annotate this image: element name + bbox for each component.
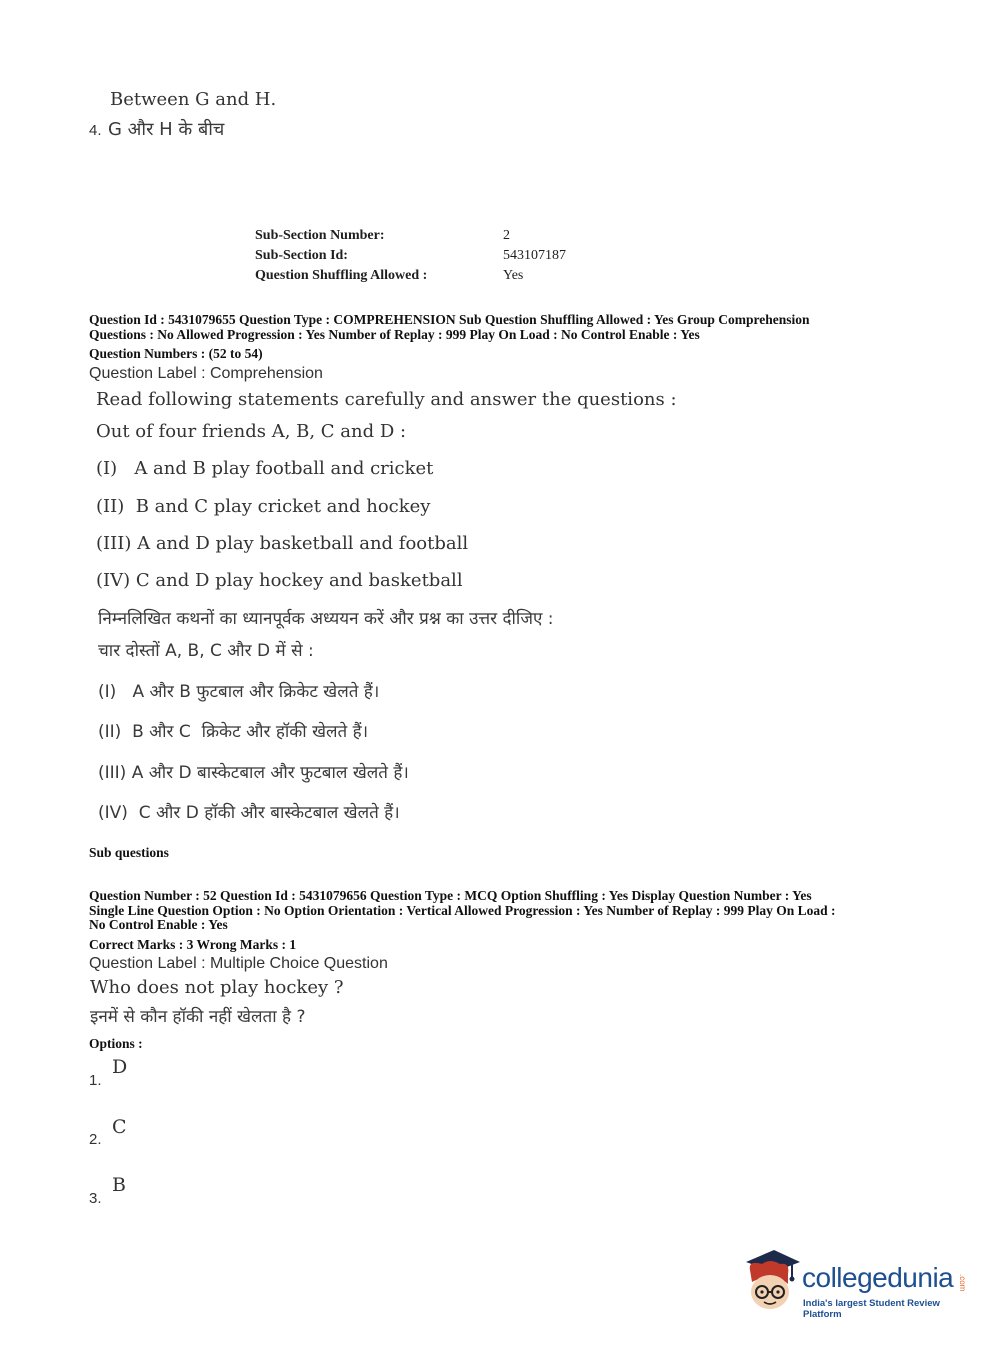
collegedunia-logo[interactable] [740,1248,970,1318]
comprehension-meta-line2: Questions : No Allowed Progression : Yes Number of Replay : 999 Play On Load : No Control Enable : Yes [89,327,700,342]
subsection-row [255,248,566,268]
sub-questions-heading: Sub questions [89,845,169,860]
passage-lead-english: Out of four friends A, B, C and D : [96,421,407,442]
question-label: Question Label : Multiple Choice Question [89,955,388,972]
subsection-value: 2 [503,228,510,243]
logo-wordmark: collegedunia [802,1262,954,1293]
subsection-row [255,228,566,248]
logo-tagline: India's largest Student Review Platform [803,1298,940,1320]
question-text-hindi: इनमें से कौन हॉकी नहीं खेलता है ? [90,1007,306,1027]
passage-intro-english: Read following statements carefully and answer the questions : [96,389,677,410]
prev-option-hindi: G और H के बीच [108,119,225,140]
question-numbers: Question Numbers : (52 to 54) [89,346,263,361]
statement-hindi: (II) B और C क्रिकेट और हॉकी खेलते हैं। [98,722,369,742]
options-heading: Options : [89,1036,143,1051]
comprehension-label: Question Label : Comprehension [89,365,323,382]
comprehension-meta-line1: Question Id : 5431079655 Question Type : COMPREHENSION Sub Question Shuffling Allowed : Yes Group Comprehension [89,312,810,327]
statement-english: (I) A and B play football and cricket [96,458,434,479]
statement-hindi: (III) A और D बास्केटबाल और फुटबाल खेलते हैं। [98,763,409,783]
statement-english: (IV) C and D play hockey and basketball [96,570,463,591]
mascot-icon [740,1248,802,1314]
subsection-label: Question Shuffling Allowed : [255,268,428,283]
option-number: 2. [89,1131,102,1148]
question-marks: Correct Marks : 3 Wrong Marks : 1 [89,937,297,952]
statement-english: (III) A and D play basketball and football [96,533,469,554]
question-meta-line2: Single Line Question Option : No Option Orientation : Vertical Allowed Progression : Yes Number of Replay : 999 Play On Load : [89,903,836,918]
subsection-value: 543107187 [503,248,566,263]
passage-intro-hindi: निम्नलिखित कथनों का ध्यानपूर्वक अध्ययन करें और प्रश्न का उत्तर दीजिए : [98,609,554,629]
subsection-label: Sub-Section Number: [255,228,385,243]
question-meta-line1: Question Number : 52 Question Id : 5431079656 Question Type : MCQ Option Shuffling : Yes Display Question Number : Yes [89,888,812,903]
option-value[interactable]: C [112,1116,127,1138]
subsection-label: Sub-Section Id: [255,248,348,263]
prev-option-number: 4. [89,122,102,139]
logo-suffix: .com [958,1274,967,1292]
statement-hindi: (I) A और B फुटबाल और क्रिकेट खेलते हैं। [98,682,380,702]
statement-english: (II) B and C play cricket and hockey [96,496,431,517]
question-meta-line3: No Control Enable : Yes [89,917,228,932]
option-value[interactable]: D [112,1056,128,1078]
option-number: 3. [89,1190,102,1207]
option-number: 1. [89,1072,102,1089]
prev-option-english: Between G and H. [110,89,277,110]
question-text-english: Who does not play hockey ? [90,977,344,998]
subsection-value: Yes [503,268,524,283]
subsection-row [255,268,566,288]
passage-lead-hindi: चार दोस्तों A, B, C और D में से : [98,641,314,661]
subsection-table [255,228,566,288]
statement-hindi: (IV) C और D हॉकी और बास्केटबाल खेलते हैं। [98,803,400,823]
option-value[interactable]: B [112,1174,126,1196]
